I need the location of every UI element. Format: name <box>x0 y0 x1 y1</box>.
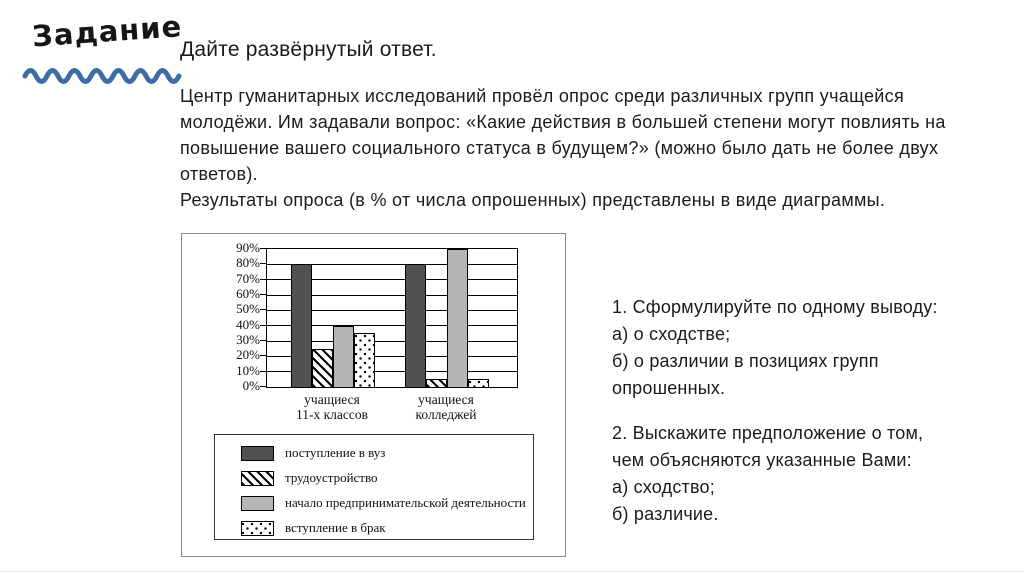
legend-swatch-icon <box>241 521 274 536</box>
intro-line: повышение вашего социального статуса в будущем?» (можно было дать не более двух <box>180 138 939 158</box>
y-axis-tick <box>260 309 266 310</box>
legend-item <box>241 520 533 536</box>
intro-line: Результаты опроса (в % от числа опрошенных) представлены в виде диаграммы. <box>180 190 886 210</box>
y-axis-tick <box>260 355 266 356</box>
chart-bar <box>333 326 354 388</box>
legend-item <box>241 470 533 486</box>
question-1 <box>612 294 1012 402</box>
legend-label: начало предпринимательской деятельности <box>285 495 526 510</box>
y-axis-tick <box>260 325 266 326</box>
chart-bar <box>468 379 489 388</box>
x-axis-category-label <box>267 392 397 422</box>
y-axis-tick <box>260 263 266 264</box>
legend-item <box>241 495 533 511</box>
legend-swatch-icon <box>241 446 274 461</box>
chart-bar <box>291 264 312 388</box>
y-axis-tick-label: 30% <box>236 332 260 347</box>
task-badge-label: Задание <box>31 9 184 54</box>
y-axis-tick-label: 0% <box>242 378 260 393</box>
y-axis-tick-label: 90% <box>236 240 260 255</box>
question-line: опрошенных. <box>612 378 726 398</box>
questions-block <box>612 294 1012 528</box>
y-axis-tick-label: 50% <box>236 301 260 317</box>
x-axis-category-line: 11-х классов <box>295 407 368 422</box>
y-axis-tick <box>260 248 266 249</box>
chart-bar <box>354 333 375 388</box>
task-badge <box>22 9 192 94</box>
y-axis-tick-label: 10% <box>236 362 260 378</box>
y-axis-tick <box>260 340 266 341</box>
slide-bottom-edge <box>0 571 1024 572</box>
chart-bar <box>405 264 426 388</box>
y-axis-tick <box>260 279 266 280</box>
legend-swatch-icon <box>241 496 274 511</box>
intro-line: Центр гуманитарных исследований провёл опрос среди различных групп учащейся <box>180 86 904 106</box>
y-axis-tick <box>260 294 266 295</box>
question-line: б) о различии в позициях групп <box>612 351 879 371</box>
chart-bar <box>426 379 447 388</box>
legend-swatch-icon <box>241 471 274 486</box>
y-axis-tick-label: 80% <box>236 255 260 271</box>
wave-underline-icon <box>22 60 190 86</box>
intro-line: молодёжи. Им задавали вопрос: «Какие действия в большей степени могут повлиять на <box>180 112 946 132</box>
question-line: а) сходство; <box>612 477 715 497</box>
legend-label: трудоустройство <box>285 470 378 485</box>
legend-label: поступление в вуз <box>285 445 386 460</box>
y-axis-tick <box>260 386 266 387</box>
intro-line: ответов). <box>180 164 258 184</box>
intro-paragraph <box>180 83 946 213</box>
chart-bar <box>312 349 333 388</box>
x-axis-category-line: колледжей <box>415 407 477 422</box>
question-line: чем объясняются указанные Вами: <box>612 450 912 470</box>
chart-legend <box>214 434 534 540</box>
chart-panel <box>181 233 566 557</box>
question-line: а) о сходстве; <box>612 324 731 344</box>
question-line: б) различие. <box>612 504 719 524</box>
x-axis-category-line: учащиеся <box>418 392 474 407</box>
y-axis-tick-label: 20% <box>236 347 260 363</box>
legend-item <box>241 445 533 461</box>
question-2 <box>612 420 1012 528</box>
y-axis-tick <box>260 371 266 372</box>
y-axis-tick-label: 60% <box>236 286 260 301</box>
y-axis-tick-label: 70% <box>236 270 260 286</box>
chart-bar <box>447 249 468 388</box>
x-axis-category-line: учащиеся <box>304 392 360 407</box>
question-line: 2. Выскажите предположение о том, <box>612 423 924 443</box>
plot-area <box>266 248 518 388</box>
page-title: Дайте развёрнутый ответ. <box>180 38 437 61</box>
question-line: 1. Сформулируйте по одному выводу: <box>612 297 938 317</box>
x-axis-category-label <box>381 392 511 422</box>
legend-label: вступление в брак <box>285 520 386 535</box>
y-axis-tick-label: 40% <box>236 316 260 332</box>
